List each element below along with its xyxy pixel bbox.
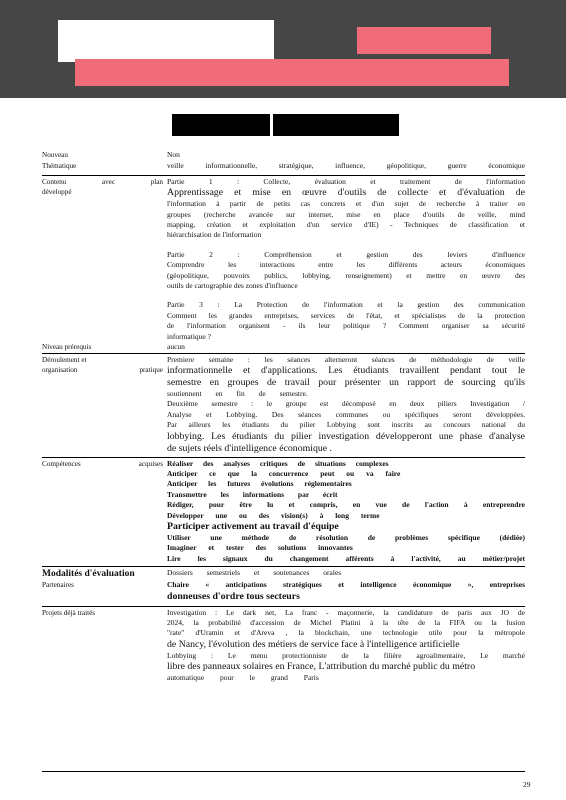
redacted-title-left xyxy=(172,114,270,136)
row-deroulement xyxy=(42,353,525,457)
value-contenu: Partie 1 : Collecte, évaluation et traitement de l'information Apprentissage et mise en œuvre d'outils de collecte et d'évaluation de l'information à partir de petits cas concrets et d'un sujet de recherche à traiter en groupes (recherche avancée sur internet, mise en place d'outils de veille, mind mapping, création et exploitation d'un service d'IE) - Techniques de classification et hiérarchisation de l'information Partie 2 : Compréhension et gestion des leviers d'influence Comprendre les interactions entre les différents acteurs économiques (géopolitique, pouvoirs publics, lobbying, renseignement) et mettre en œuvre des outils de cartographie des zones d'influence Partie 3 : La Protection de l'information et la gestion des communication Comment les grandes entreprises, services de l'état, et spécialistes de la protection de l'information organisent - ils leur politique ? Comment organiser sa sécurité informatique ? xyxy=(167,176,525,341)
header-band xyxy=(0,0,566,98)
value-nouveau: Non xyxy=(167,150,180,159)
row-partenaires xyxy=(42,580,525,605)
row-nouveau xyxy=(42,150,525,160)
row-modalites xyxy=(42,566,525,580)
value-thematique: veille informationnelle, stratégique, influence, géopolitique, guerre économique xyxy=(167,161,525,171)
value-projets: Investigation : Le dark net, La franc - maçonnerie, la candidature de paris aux JO de 2024, la probabilité d'accession de Michel Platini à la tête de la FIFA ou la fusion "rate" d'Uramin et d'Areva , la blockchain, une technologie utile pour la métropole de Nancy, l'évolution des métiers de service face à l'intelligence artificielle Lobbying : Le menu protectionniste de la filière agroalimentaire, Le marché libre des panneaux solaires en France, L'attribution du marché public du métro automatique pour le grand Paris xyxy=(167,607,525,683)
value-prerequis: aucun xyxy=(167,342,185,352)
header-title-box xyxy=(58,20,274,62)
header-tag-box xyxy=(357,27,491,54)
row-competences xyxy=(42,457,525,567)
row-prerequis xyxy=(42,342,525,352)
row-contenu xyxy=(42,175,525,342)
label-projets: Projets déjà traités xyxy=(42,608,96,617)
label-partenaires: Partenaires xyxy=(42,581,74,590)
label-thematique: Thématique xyxy=(42,162,77,171)
label-prerequis: Niveau prérequis xyxy=(42,343,92,352)
value-competences: Réaliser des analyses critiques de situations complexes Anticiper ce que la concurrence peut ou va faire Anticiper les futures évolutions réglementaires Transmettre les informations par écrit Rédiger, pour être lu et compris, en vue de l'action à entreprendre Développer une ou des vision(s) à long terme Participer activement au travail d'équipe Utiliser une méthode de résolution de problèmes spécifique (dédiée) Imaginer et tester des solutions innovantes Lire les signaux du changement afférents à l'activité, au métier/projet xyxy=(167,458,525,563)
footer-rule xyxy=(42,771,525,772)
label-nouveau: Nouveau xyxy=(42,151,68,159)
row-projets xyxy=(42,606,525,684)
header-subtitle-box xyxy=(75,59,509,86)
value-modalites: Dossiers semestriels et soutenances orales xyxy=(167,568,342,578)
redacted-title-right xyxy=(273,114,399,136)
label-modalites: Modalités d'évaluation xyxy=(42,569,135,580)
value-partenaires: Chaire « anticipations stratégiques et intelligence économique », entreprises donneuses d'ordre tous secteurs xyxy=(167,580,525,602)
label-deroulement: Déroulement et organisation pratique xyxy=(42,355,163,374)
page-number: 29 xyxy=(523,780,531,789)
label-contenu: Contenu avec plan développé xyxy=(42,177,163,197)
label-competences: Compétences acquises xyxy=(42,459,163,468)
value-deroulement: Premiere semaine : les séances alterneront séances de méthodologie de veille informationnelle et d'applications. Les étudiants travaillent pendant tout le semestre en groupes de travail pour présenter un rapport de sourcing qu'ils soutiennent en fin de semestre. Deuxième semestre : le groupe est décomposé en deux piliers Investigation / Analyse et Lobbying. Des séances communes ou spécifiques seront développées. Par ailleurs les étudiants du pilier Lobbying sont inscrits au concours national du lobbying. Les étudiants du pilier investigation développeront une phase d'analyse de sujets réels d'intelligence économique . xyxy=(167,354,525,454)
row-thematique xyxy=(42,161,525,171)
course-table xyxy=(42,150,525,684)
